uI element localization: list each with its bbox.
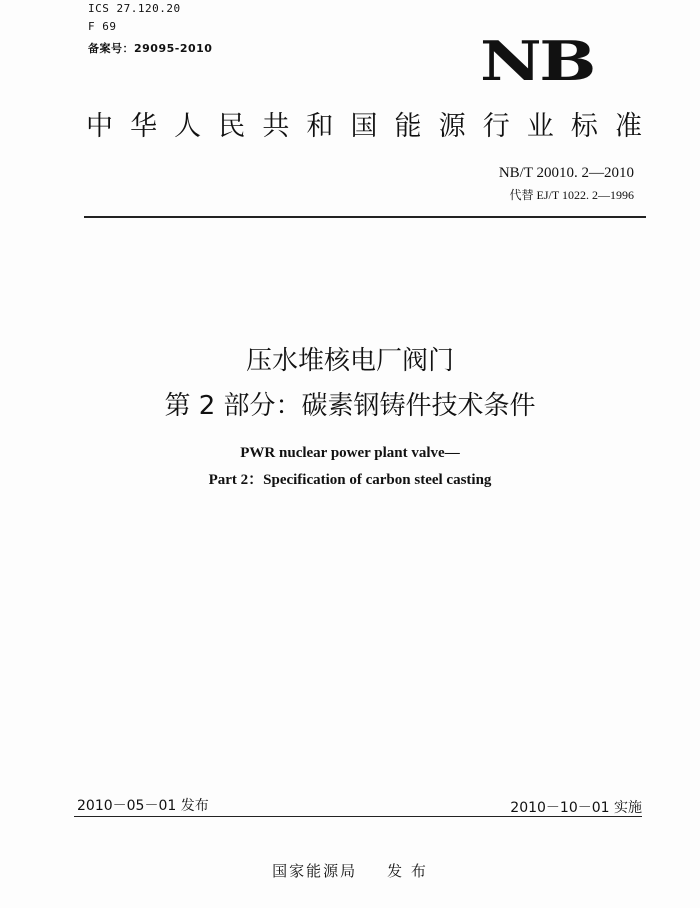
org-char: 人 [174,111,202,142]
org-char: 华 [130,111,158,142]
org-char: 行 [482,111,510,142]
ics-code: ICS 27.120.20 [88,2,181,15]
english-title-line-2: Part 2：Specification of carbon steel casting [208,472,492,488]
issuer-line [0,860,700,881]
classification-code: F 69 [88,20,117,33]
document-title-line-1: 压水堆核电厂阀门 [245,346,454,376]
org-char: 业 [526,111,554,142]
org-char: 国 [350,111,378,142]
issue-date: 2010－05－01 发布 [77,798,209,814]
implementation-date: 2010－10－01 实施 [510,800,642,816]
org-char: 标 [570,111,598,142]
org-char: 和 [306,111,334,142]
org-char: 源 [438,111,466,142]
header-divider [84,216,646,218]
standard-number: NB/T 20010. 2—2010 [498,165,634,181]
issuer-name: 国家能源局 [272,862,358,880]
nb-logo: NB [480,29,594,93]
organization-title [86,104,642,143]
org-char: 准 [614,111,642,142]
org-char: 能 [394,111,422,142]
issuer-action: 发 布 [387,862,428,880]
org-char: 共 [262,111,290,142]
org-char: 民 [218,111,246,142]
org-char: 中 [86,111,113,142]
replaces-standard: 代替 EJ/T 1022. 2—1996 [509,188,634,202]
english-title-line-1: PWR nuclear power plant valve— [240,445,460,461]
footer-divider [74,816,642,817]
document-title-line-2: 第 2 部分：碳素钢铸件技术条件 [164,391,536,421]
record-number: 备案号：29095-2010 [88,42,213,55]
